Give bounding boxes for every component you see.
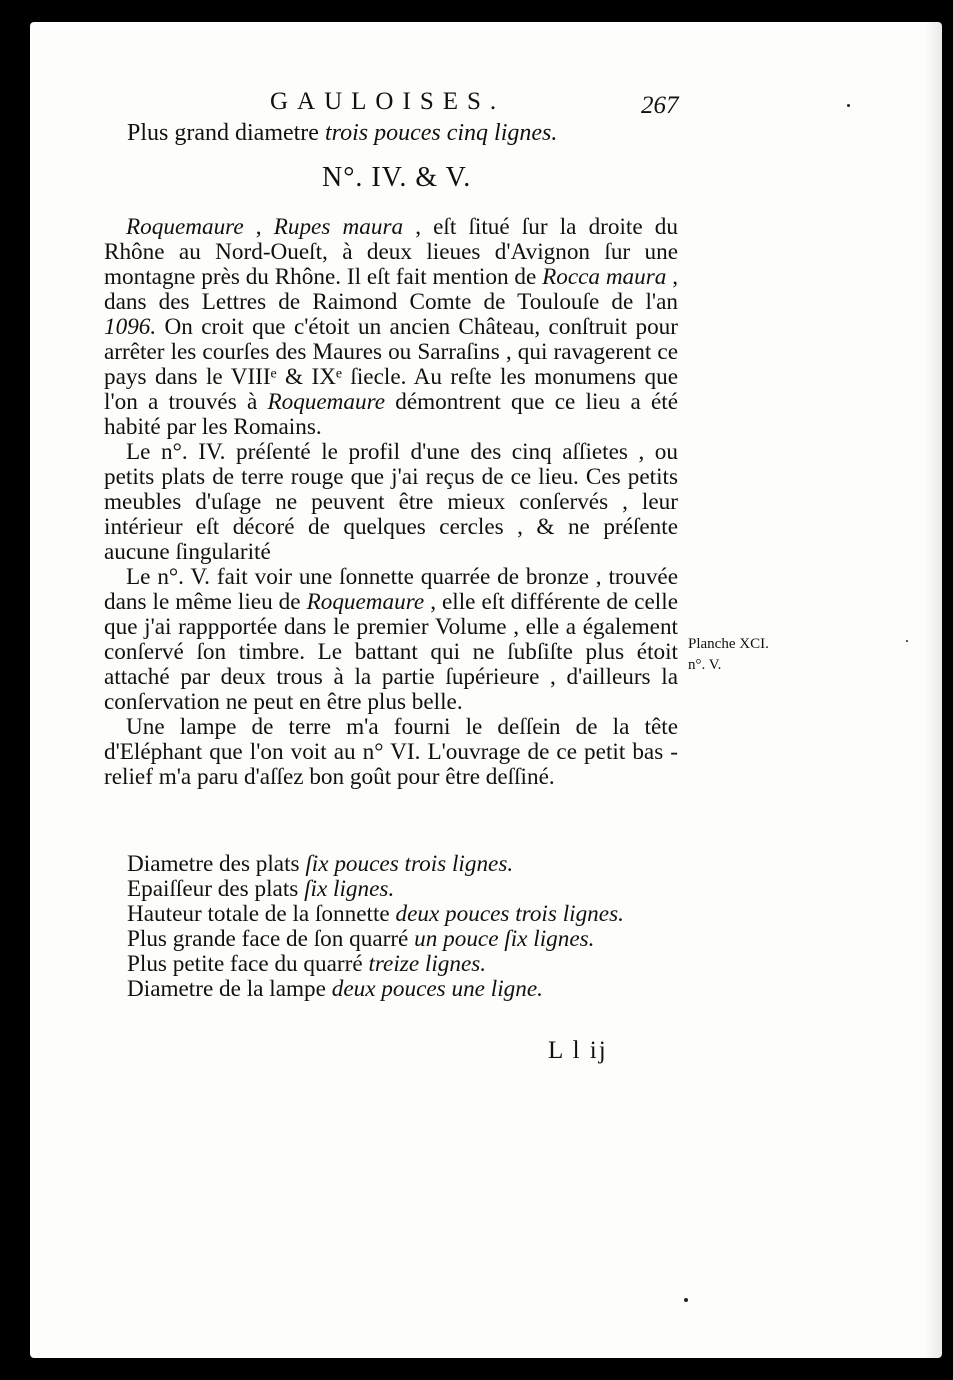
italic-place-name: Roquemaure	[126, 214, 244, 240]
paragraph-number-v	[104, 565, 678, 715]
measurement-line	[127, 902, 624, 927]
measurement-value: un pouce ſix lignes.	[414, 926, 595, 952]
measurement-value: treize lignes.	[368, 951, 487, 977]
running-title: GAULOISES.	[270, 88, 506, 115]
paper-speck	[906, 640, 908, 642]
measurement-label: Hauteur totale de la ſonnette	[127, 901, 396, 927]
text-run: On croit que c'étoit un ancien Château, conſtruit pour arrêter les courſes des Maures ou Sarraſins , qui ravagerent ce pays dans le VIIIᵉ & IXᵉ ſiecle. Au reſte les monumens que l'on a trouvés à	[104, 314, 678, 415]
page-edge-shadow	[924, 22, 942, 1358]
paragraph-lamp: Une lampe de terre m'a fourni le deſſein de la tête d'Eléphant que l'on voit au n° VI. L'ouvrage de ce petit bas - relief m'a paru d'aſſez bon goût pour être deſſiné.	[104, 714, 678, 790]
margin-note-plate: Planche XCI.	[688, 636, 769, 652]
paragraph-roquemaure	[104, 215, 678, 440]
measurement-line	[127, 927, 624, 952]
top-measurement-label: Plus grand diametre	[127, 120, 325, 146]
text-run: , dans des Lettres de Raimond Comte de Toulouſe de l'an	[104, 264, 678, 315]
signature-mark: L l ij	[548, 1037, 608, 1064]
italic-place-name: Roquemaure	[267, 389, 386, 415]
measurement-line	[127, 877, 624, 902]
measurement-line	[127, 852, 624, 877]
top-measurement-line	[127, 120, 557, 147]
measurement-line	[127, 952, 624, 977]
text-run: démontrent que ce lieu a été habité par les Romains.	[104, 389, 678, 440]
italic-year: 1096.	[104, 314, 157, 340]
paragraph-number-iv: Le n°. IV. préſenté le profil d'une des cinq aſſietes , ou petits plats de terre rouge que j'ai reçus de ce lieu. Ces petits meubles d'uſage ne peuvent être mieux conſervés , leur intérieur eſt décoré de quelques cercles , & ne préſente aucune ſingularité	[104, 439, 678, 565]
section-heading: N°. IV. & V.	[322, 162, 472, 193]
measurement-value: deux pouces trois lignes.	[395, 901, 624, 927]
top-measurement-value: trois pouces cinq lignes.	[324, 120, 558, 146]
measurement-list	[127, 852, 624, 1002]
page-number: 267	[641, 92, 679, 119]
measurement-value: ſix lignes.	[304, 876, 395, 902]
text-run: ,	[243, 214, 274, 240]
text-run: Le n°. V. fait voir une ſonnette quarrée de bronze , trouvée dans le même lieu de	[104, 564, 678, 615]
body-text	[104, 215, 678, 790]
measurement-value: deux pouces une ligne.	[331, 976, 543, 1002]
measurement-label: Diametre des plats	[127, 851, 306, 877]
measurement-label: Diametre de la lampe	[127, 976, 332, 1002]
measurement-label: Epaiſſeur des plats	[127, 876, 305, 902]
measurement-label: Plus grande face de ſon quarré	[127, 926, 415, 952]
measurement-value: ſix pouces trois lignes.	[305, 851, 514, 877]
text-run: , eſt ſitué ſur la droite du Rhône au Nord-Oueſt, à deux lieues d'Avignon ſur une montagne près du Rhône. Il eſt fait mention de	[104, 214, 678, 290]
italic-latin-name: Rocca maura	[542, 264, 667, 290]
text-run: , elle eſt différente de celle que j'ai rappportée dans le premier Volume , elle a également conſervé ſon timbre. Le battant qui ne ſubſiſte plus étoit attaché par deux trous à la partie ſupérieure , d'ailleurs la conſervation ne peut en être plus belle.	[104, 589, 678, 715]
measurement-line	[127, 977, 624, 1002]
italic-place-name: Roquemaure	[306, 589, 425, 615]
margin-note	[688, 634, 769, 676]
paper-speck	[847, 104, 850, 107]
italic-latin-name: Rupes maura	[273, 214, 404, 240]
measurement-label: Plus petite face du quarré	[127, 951, 369, 977]
margin-note-number: n°. V.	[688, 657, 722, 673]
paper-speck	[684, 1298, 688, 1302]
